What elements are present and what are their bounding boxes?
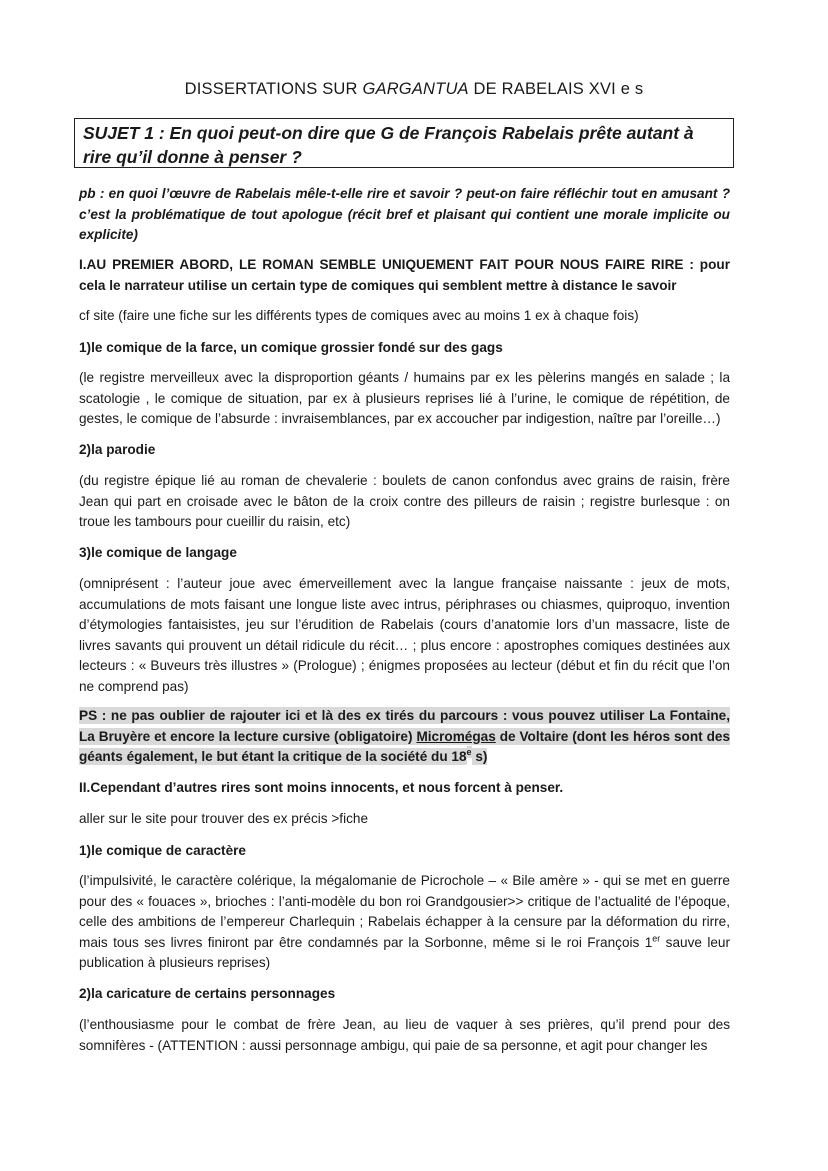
subject-box (74, 118, 734, 168)
ps-note-work-title: Micromégas (416, 728, 496, 744)
part1-note: cf site (faire une fiche sur les différents types de comiques avec au moins 1 ex à chaque fois) (79, 308, 639, 323)
part1-sub2-text: (du registre épique lié au roman de chevalerie : boulets de canon confondus avec grains de raisin, frère Jean qui part en croisade avec le bâton de la croix contre des pilleurs de raisin ; registre burlesque : on troue les tambours pour cueillir du raisin, etc) (79, 473, 730, 529)
part2-sub1-text-b: sauve leur publication à plusieurs reprises) (79, 934, 730, 970)
part2-sub1-text-a: (l’impulsivité, le caractère colérique, la mégalomanie de Picrochole – « Bile amère » - qui se met en guerre pour des « fouaces », brioches : l’anti-modèle du bon roi Grandgousier>> critique de l’actualité de l’époque, celle des ambitions de l’empereur Charlequin ; Rabelais échapper à la censure par la déformation du rirre, mais tous ses livres finiront par être condamnés par la Sorbonne, même si le roi François 1 (79, 873, 730, 950)
ps-note-part-3: s) (471, 749, 488, 764)
part2-sub1-sup: er (652, 932, 661, 943)
ps-note (79, 706, 730, 768)
part2-note: aller sur le site pour trouver des ex précis >fiche (79, 811, 368, 826)
part2-sub2-text: (l’enthousiasme pour le combat de frère Jean, au lieu de vaquer à ses prières, qu’il prend pour des somnifères - (ATTENTION : aussi personnage ambigu, qui paie de sa personne, et agit pour changer les (79, 1017, 730, 1053)
part2-sub1-text (79, 871, 730, 974)
problematique-text: pb : en quoi l’œuvre de Rabelais mêle-t-elle rire et savoir ? peut-on faire réfléchir tout en amusant ? c’est la problématique de tout apologue (récit bref et plaisant qui contient une morale implicite ou explicite) (79, 186, 730, 242)
part2-sub2-title: 2)la caricature de certains personnages (79, 986, 336, 1001)
part1-sub3-text: (omniprésent : l’auteur joue avec émerveillement avec la langue française naissante : jeux de mots, accumulations de mots faisant une longue liste avec intrus, périphrases ou chiasmes, quiproquo, invention d’étymologies fantaisistes, jeu sur l’érudition de Rabelais (cours d’anatomie lors d’un massacre, liste de livres savants qui prouvent un détail ridicule du récit… ; plus encore : apostrophes comiques destinées aux lecteurs : « Buveurs très illustres » (Prologue) ; énigmes proposées au lecteur (début et fin du récit que l’on ne comprend pas) (79, 576, 730, 694)
part2-heading: II.Cependant d’autres rires sont moins innocents, et nous forcent à penser. (79, 780, 564, 795)
part1-sub3-title: 3)le comique de langage (79, 545, 237, 560)
ps-note-sup: e (466, 747, 472, 758)
title-part-1: DISSERTATIONS SUR (184, 80, 363, 98)
title-part-2: DE RABELAIS XVI e s (468, 80, 644, 98)
ps-note-part-1: PS : ne pas oublier de rajouter ici et là des ex tirés du parcours : vous pouvez utiliser La Fontaine, La Bruyère et encore la lecture cursive (obligatoire) (79, 708, 730, 744)
part1-sub1-text: (le registre merveilleux avec la disproportion géants / humains par ex les pèlerins mangés en salade ; la scatologie , le comique de situation, par ex à plusieurs reprises lié à l’urine, le comique de répétition, de gestes, le comique de l’absurde : invraisemblances, par ex accoucher par indigestion, naître par l’oreille…) (79, 370, 730, 426)
subject-text: SUJET 1 : En quoi peut-on dire que G de François Rabelais prête autant à rire qu’il donne à penser ? (83, 123, 694, 167)
part2-sub1-title: 1)le comique de caractère (79, 843, 246, 858)
ps-note-part-2: de Voltaire (dont les héros sont des géants également, le but étant la critique de la société du 18 (79, 728, 731, 764)
part1-sub1-title: 1)le comique de la farce, un comique grossier fondé sur des gags (79, 340, 503, 355)
part1-heading: I.AU PREMIER ABORD, LE ROMAN SEMBLE UNIQUEMENT FAIT POUR NOUS FAIRE RIRE : pour cela le narrateur utilise un certain type de comiques qui semblent mettre à distance le savoir (79, 257, 730, 293)
title-italic-work: GARGANTUA (362, 80, 469, 98)
part1-sub2-title: 2)la parodie (79, 442, 156, 457)
document-title (0, 80, 828, 99)
